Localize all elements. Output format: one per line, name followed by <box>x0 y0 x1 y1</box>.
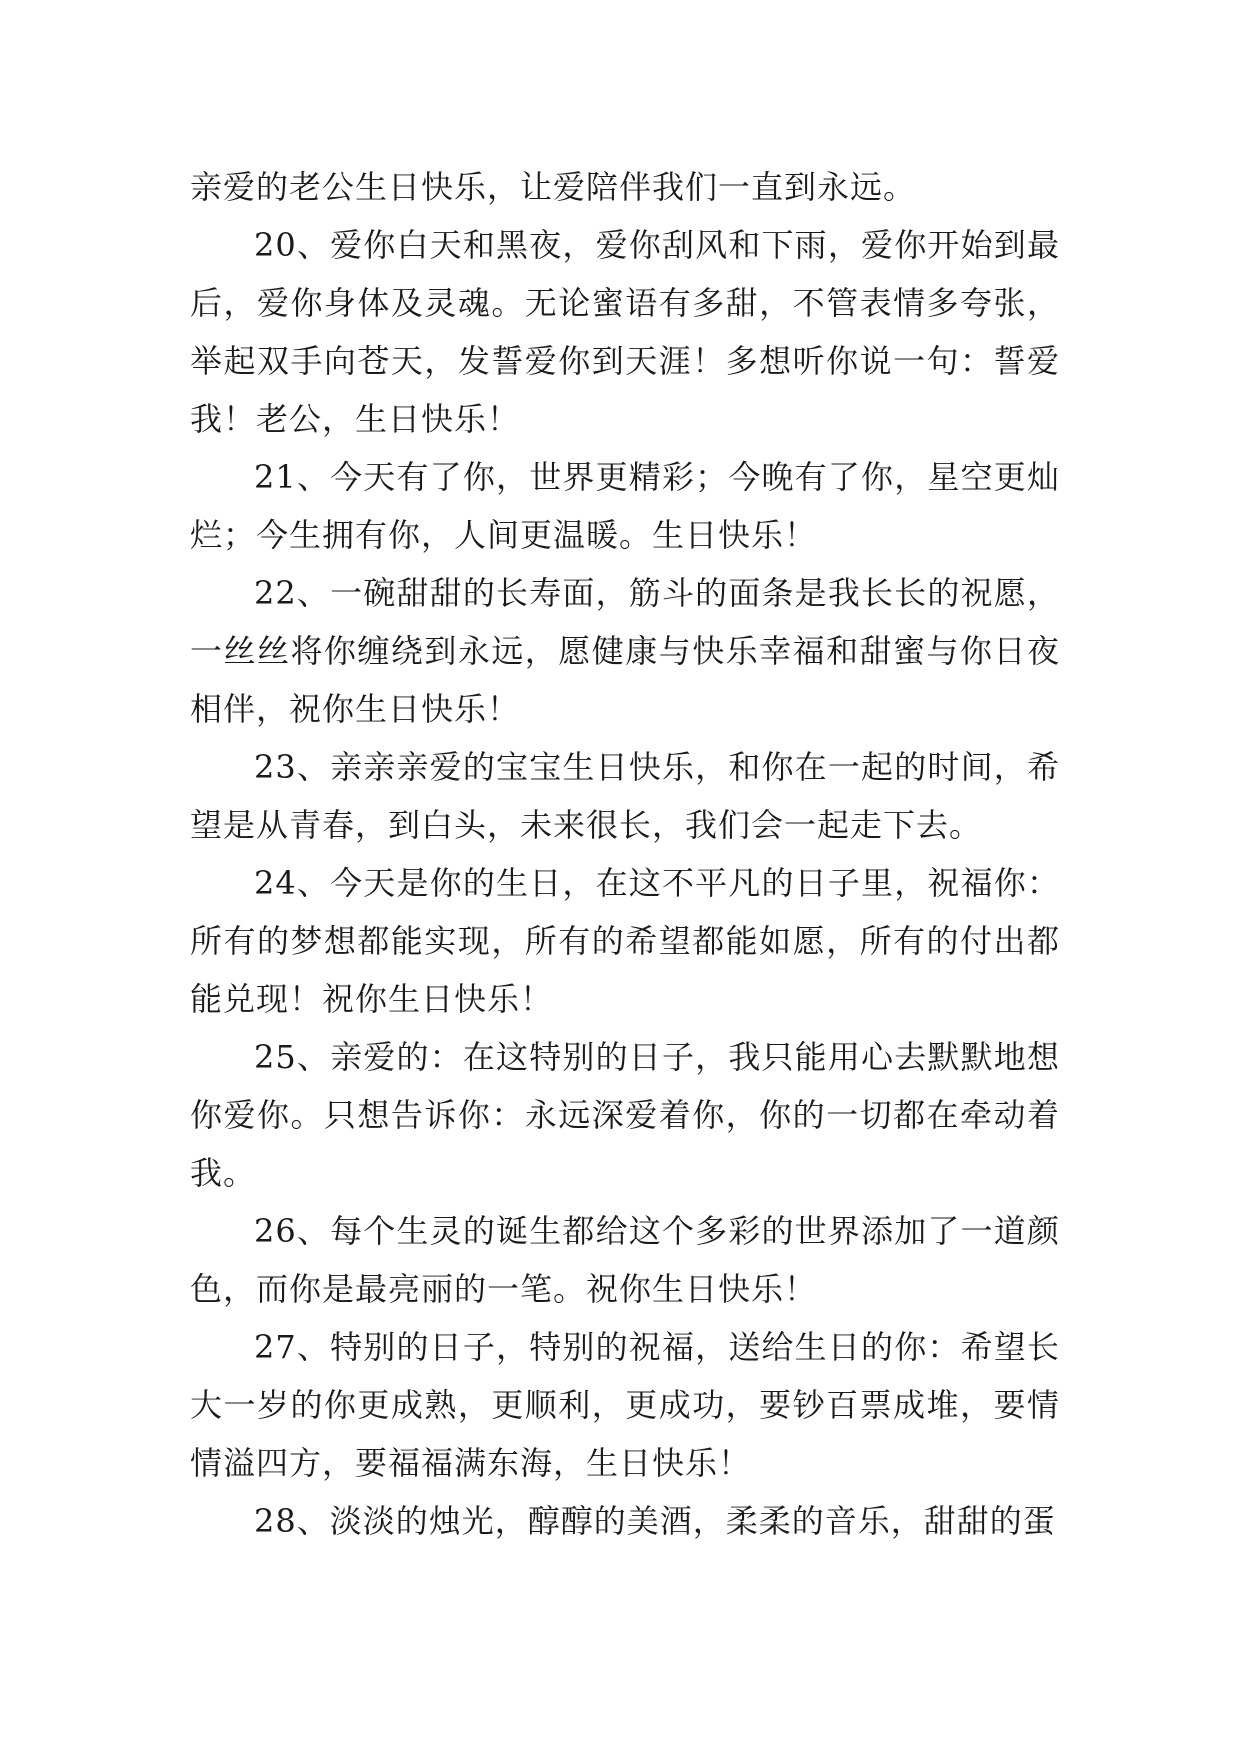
paragraph-20: 20、爱你白天和黑夜，爱你刮风和下雨，爱你开始到最后，爱你身体及灵魂。无论蜜语有多甜，不管表情多夸张，举起双手向苍天，发誓爱你到天涯！多想听你说一句：誓爱我！老公，生日快乐！ <box>190 226 1060 438</box>
document-body <box>190 158 1060 1550</box>
paragraph-22: 22、一碗甜甜的长寿面，筋斗的面条是我长长的祝愿，一丝丝将你缠绕到永远，愿健康与快乐幸福和甜蜜与你日夜相伴，祝你生日快乐！ <box>190 574 1060 728</box>
paragraph-23: 23、亲亲亲爱的宝宝生日快乐，和你在一起的时间，希望是从青春，到白头，未来很长，我们会一起走下去。 <box>190 748 1060 844</box>
paragraph-21: 21、今天有了你，世界更精彩；今晚有了你，星空更灿烂；今生拥有你，人间更温暖。生日快乐！ <box>190 458 1060 554</box>
paragraph-25: 25、亲爱的：在这特别的日子，我只能用心去默默地想你爱你。只想告诉你：永远深爱着你，你的一切都在牵动着我。 <box>190 1038 1060 1192</box>
paragraph-24: 24、今天是你的生日，在这不平凡的日子里，祝福你：所有的梦想都能实现，所有的希望都能如愿，所有的付出都能兑现！祝你生日快乐！ <box>190 864 1060 1018</box>
paragraph-0: 亲爱的老公生日快乐，让爱陪伴我们一直到永远。 <box>190 168 917 206</box>
paragraph-26: 26、每个生灵的诞生都给这个多彩的世界添加了一道颜色，而你是最亮丽的一笔。祝你生日快乐！ <box>190 1212 1060 1308</box>
paragraph-28: 28、淡淡的烛光，醇醇的美酒，柔柔的音乐，甜甜的蛋 <box>254 1502 1056 1540</box>
paragraph-27: 27、特别的日子，特别的祝福，送给生日的你：希望长大一岁的你更成熟，更顺利，更成功，要钞百票成堆，要情情溢四方，要福福满东海，生日快乐！ <box>190 1328 1060 1482</box>
